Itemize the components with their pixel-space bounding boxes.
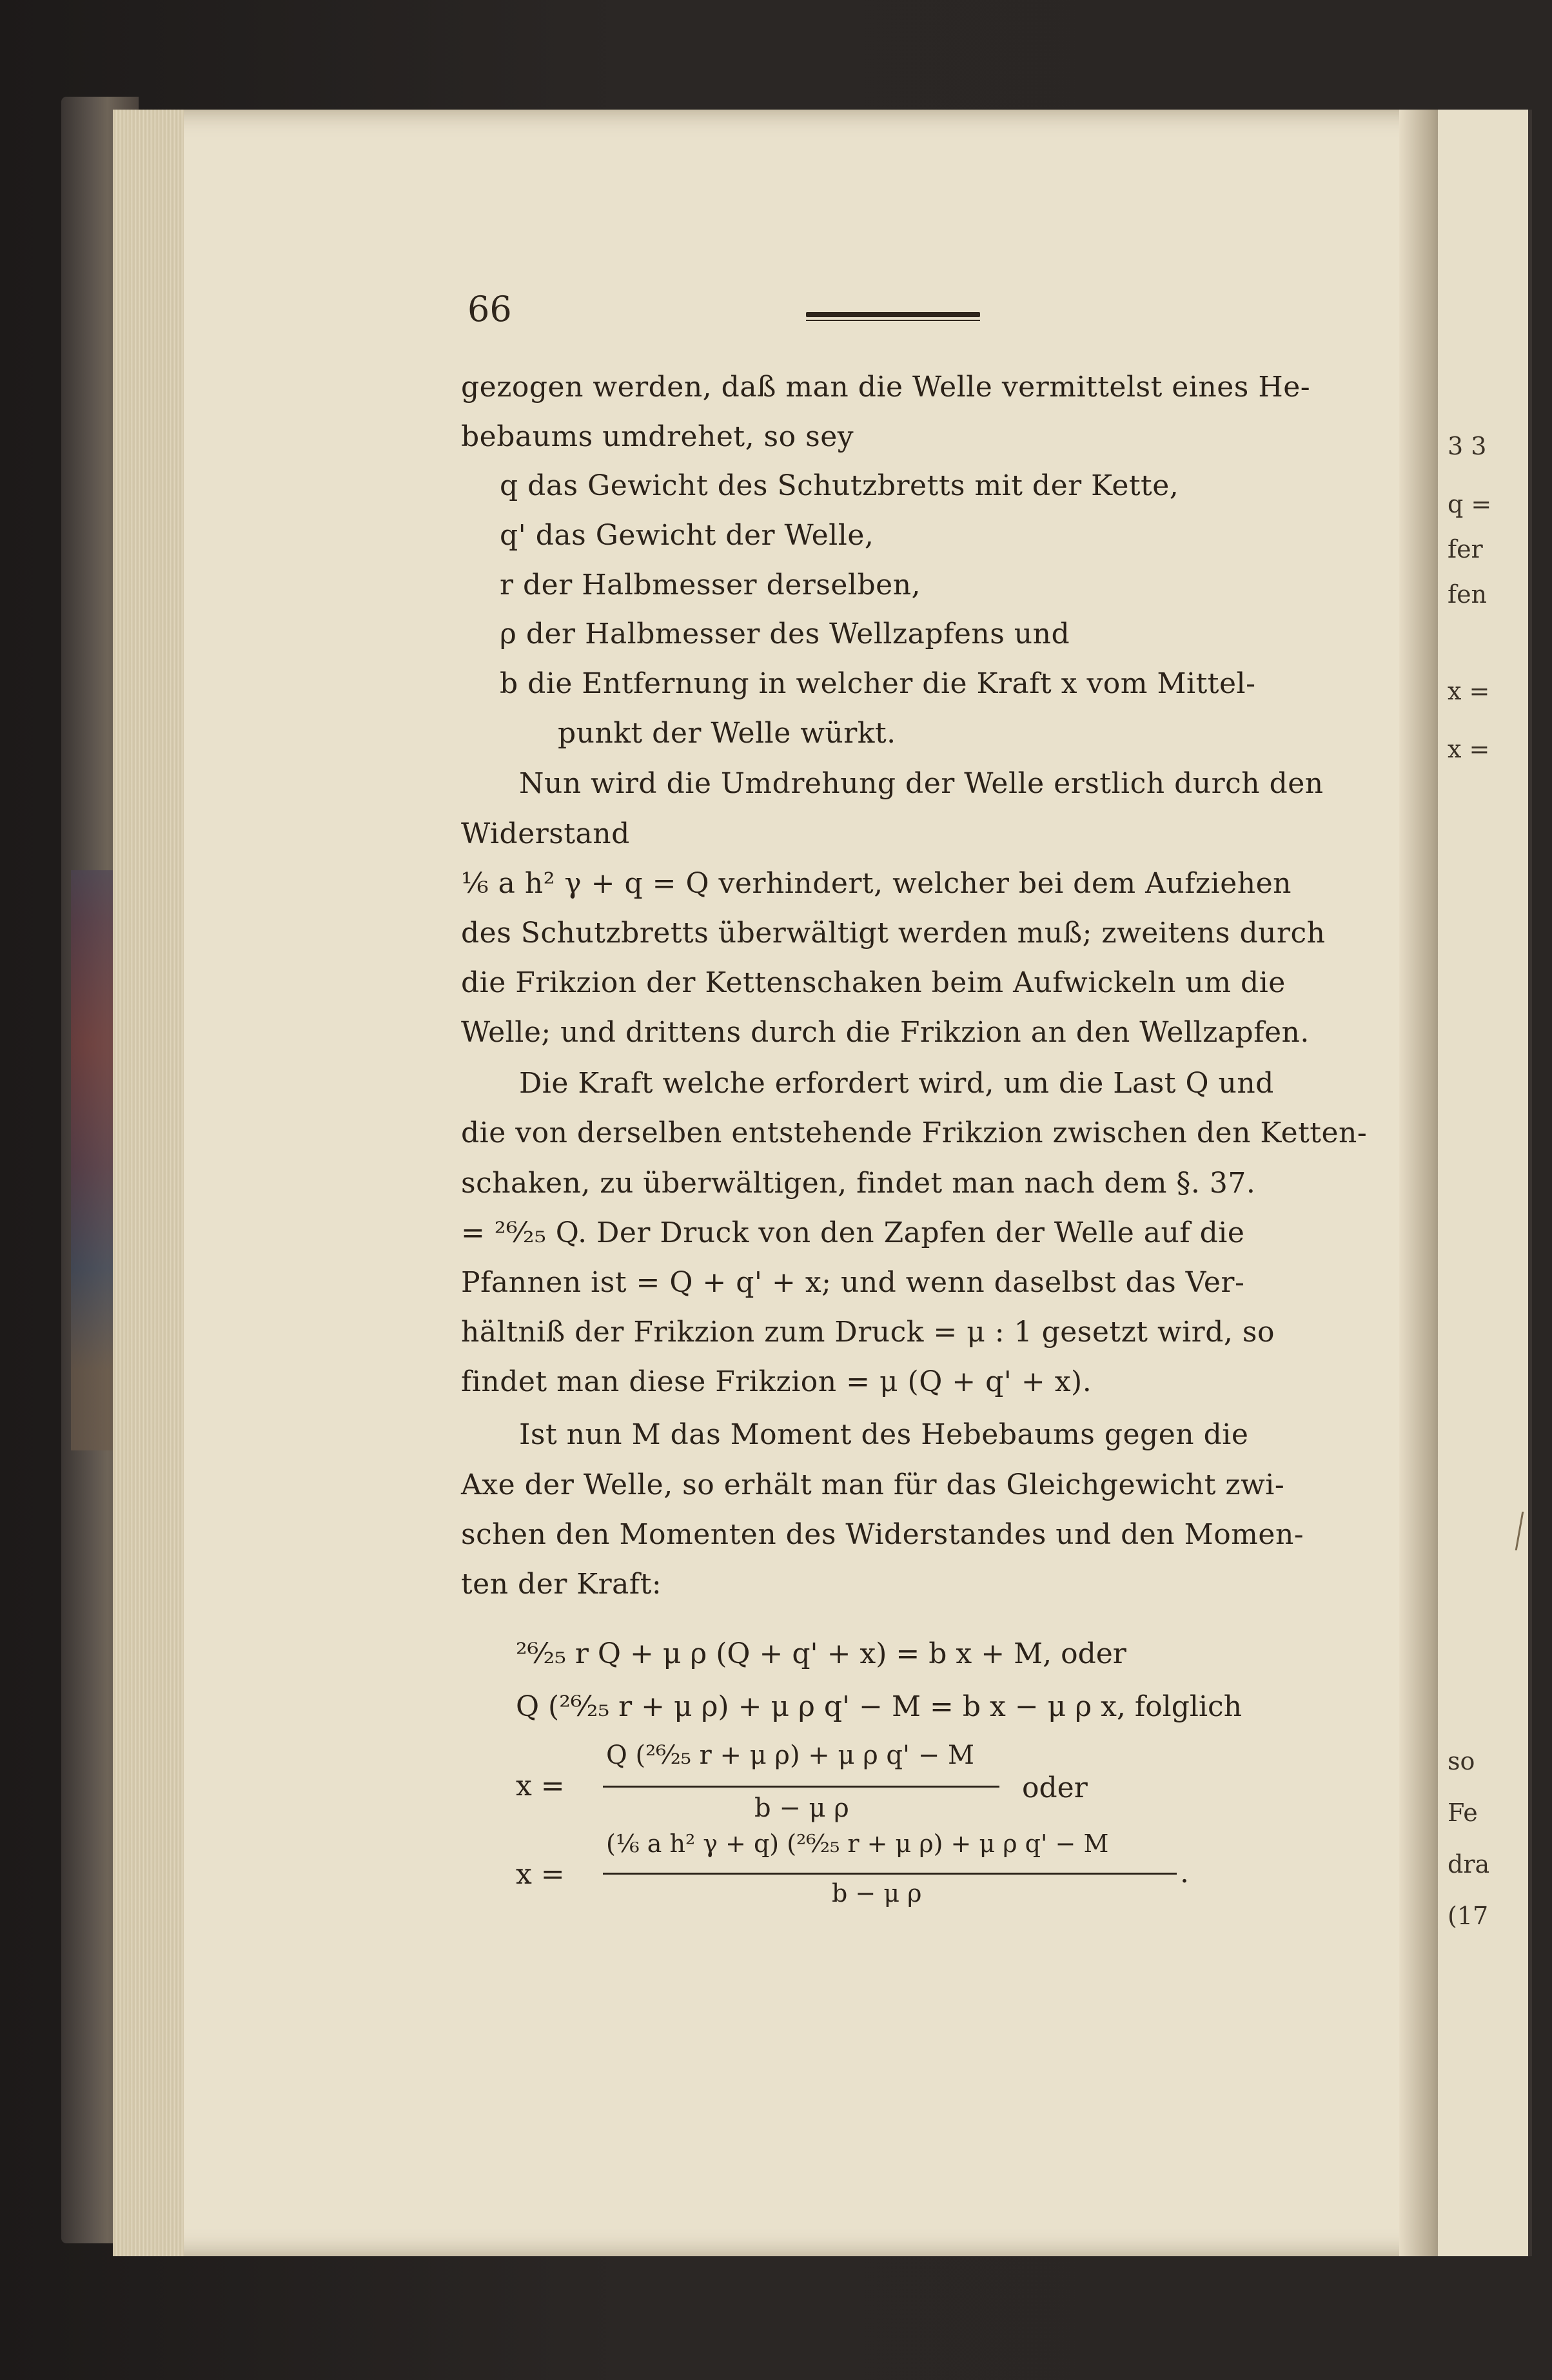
right-page-fragment: fer	[1448, 535, 1483, 563]
text-line: schaken, zu überwältigen, findet man nach dem §. 37.	[461, 1167, 1256, 1200]
equation-3-lhs: x =	[516, 1770, 565, 1802]
text-line: findet man diese Frikzion = μ (Q + q' + x).	[461, 1365, 1092, 1398]
text-line: Ist nun M das Moment des Hebebaums gegen die	[519, 1418, 1249, 1451]
right-page	[1438, 110, 1532, 2256]
text-line: q das Gewicht des Schutzbretts mit der Kette,	[500, 469, 1179, 502]
right-page-fragment: so	[1448, 1747, 1475, 1775]
right-page-fragment: 3 3	[1448, 432, 1487, 460]
text-line: b die Entfernung in welcher die Kraft x vom Mittel-	[500, 667, 1256, 700]
text-line: Welle; und drittens durch die Frikzion an den Wellzapfen.	[461, 1016, 1310, 1049]
text-line: Nun wird die Umdrehung der Welle erstlich durch den	[519, 767, 1324, 800]
text-line: hältniß der Frikzion zum Druck = μ : 1 gesetzt wird, so	[461, 1316, 1275, 1349]
text-line: die von derselben entstehende Frikzion zwischen den Ketten-	[461, 1117, 1368, 1149]
text-line: gezogen werden, daß man die Welle vermittelst eines He-	[461, 371, 1311, 404]
page-number: 66	[467, 289, 512, 329]
page-edges	[113, 110, 184, 2256]
text-line: punkt der Welle würkt.	[558, 717, 896, 750]
equation-4-suffix: .	[1180, 1857, 1189, 1889]
equation-4-numerator: (⅙ a h² γ + q) (²⁶⁄₂₅ r + μ ρ) + μ ρ q' − M	[606, 1829, 1109, 1858]
text-line: = ²⁶⁄₂₅ Q. Der Druck von den Zapfen der Welle auf die	[461, 1216, 1245, 1249]
equation-3-suffix: oder	[1022, 1771, 1088, 1804]
right-page-fragment: dra	[1448, 1850, 1490, 1878]
text-line: schen den Momenten des Widerstandes und den Momen-	[461, 1518, 1304, 1551]
text-line: bebaums umdrehet, so sey	[461, 420, 854, 453]
right-page-fragment: Fe	[1448, 1799, 1478, 1827]
text-line: Pfannen ist = Q + q' + x; und wenn daselbst das Ver-	[461, 1266, 1245, 1299]
right-page-fragment: fen	[1448, 580, 1488, 609]
header-rule-thin	[806, 320, 980, 321]
text-line: q' das Gewicht der Welle,	[500, 519, 874, 552]
header-rule	[806, 312, 980, 317]
right-page-fragment: x =	[1448, 735, 1490, 763]
text-line: Widerstand	[461, 817, 630, 850]
text-line: ρ der Halbmesser des Wellzapfens und	[500, 618, 1070, 650]
text-line: ⅙ a h² γ + q = Q verhindert, welcher bei dem Aufziehen	[461, 867, 1292, 900]
text-line: r der Halbmesser derselben,	[500, 569, 921, 601]
text-line: des Schutzbretts überwältigt werden muß; zweitens durch	[461, 917, 1326, 950]
text-line: Axe der Welle, so erhält man für das Gleichgewicht zwi-	[461, 1468, 1285, 1501]
equation-4-lhs: x =	[516, 1858, 565, 1891]
equation-2: Q (²⁶⁄₂₅ r + μ ρ) + μ ρ q' − M = b x − μ ρ x, folglich	[516, 1690, 1243, 1723]
equation-3-numerator: Q (²⁶⁄₂₅ r + μ ρ) + μ ρ q' − M	[606, 1741, 974, 1770]
text-line: Die Kraft welche erfordert wird, um die Last Q und	[519, 1067, 1274, 1100]
right-page-fragment: x =	[1448, 677, 1490, 705]
text-line: die Frikzion der Kettenschaken beim Aufwickeln um die	[461, 966, 1286, 999]
equation-3-denominator: b − μ ρ	[754, 1793, 849, 1823]
equation-3-fraction-bar	[603, 1786, 999, 1788]
equation-4-denominator: b − μ ρ	[832, 1879, 922, 1907]
right-page-fragment: q =	[1448, 490, 1492, 518]
right-page-fragment: (17	[1448, 1902, 1489, 1930]
equation-1: ²⁶⁄₂₅ r Q + μ ρ (Q + q' + x) = b x + M, oder	[516, 1637, 1126, 1670]
text-line: ten der Kraft:	[461, 1568, 662, 1601]
equation-4-fraction-bar	[603, 1873, 1177, 1875]
